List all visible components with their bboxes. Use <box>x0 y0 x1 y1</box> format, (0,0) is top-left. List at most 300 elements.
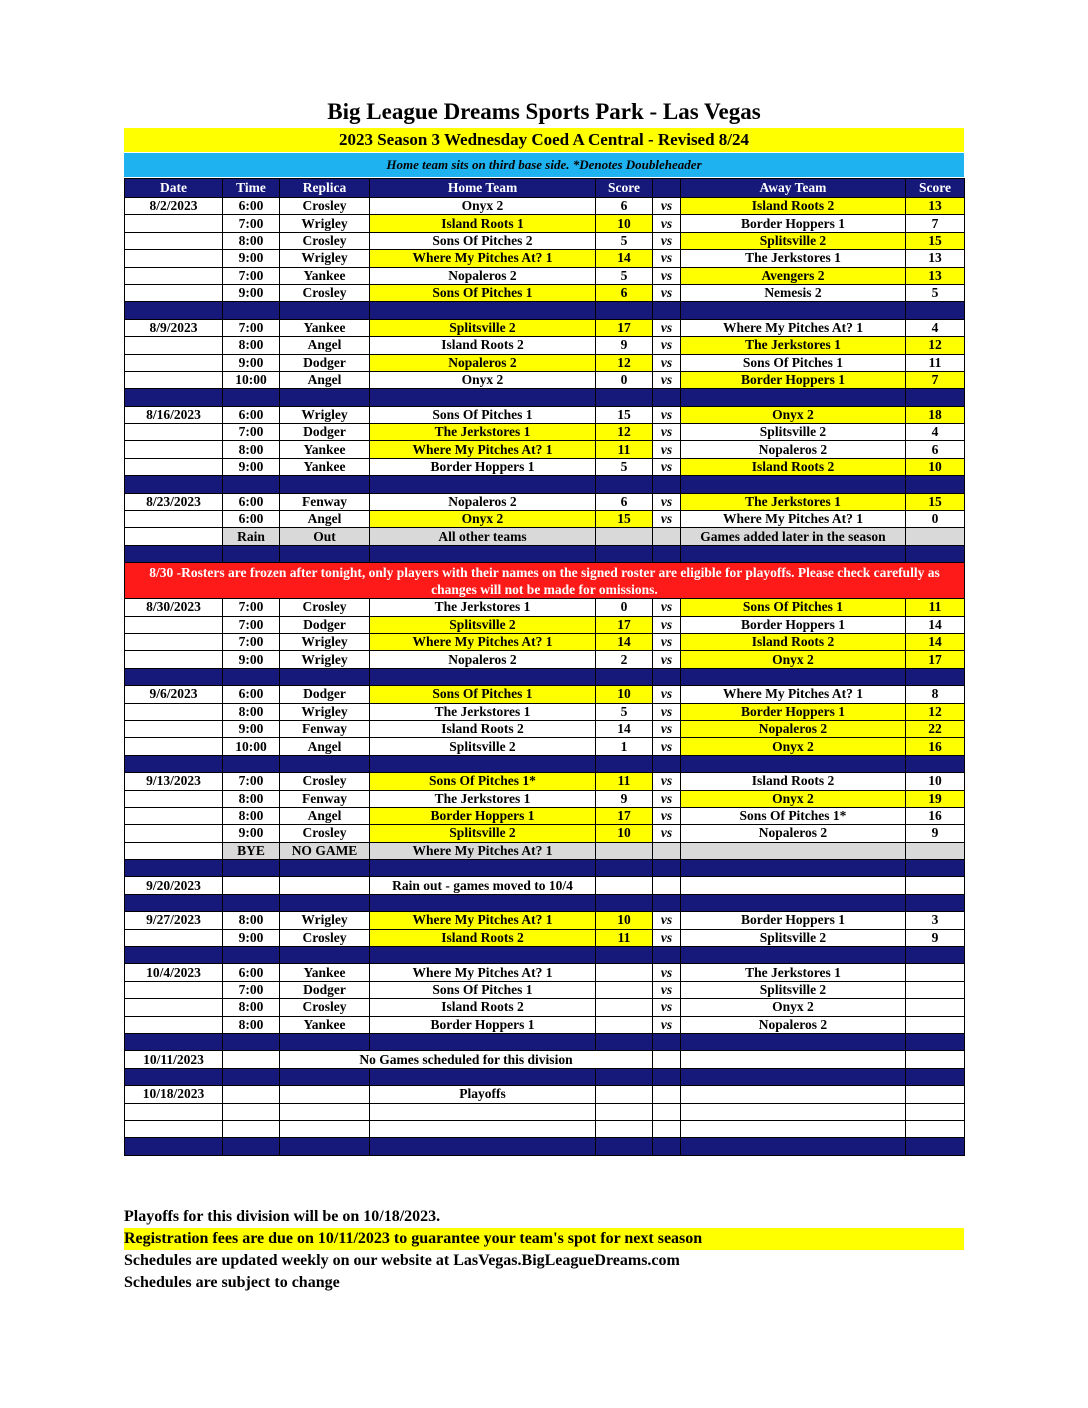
vs-cell: vs <box>653 738 681 755</box>
time-cell: 10:00 <box>223 738 280 755</box>
game-row <box>125 825 965 842</box>
date-cell <box>125 807 223 824</box>
home-score-cell: 14 <box>596 250 653 267</box>
separator-cell <box>223 1033 280 1050</box>
replica-cell: Crosley <box>280 232 370 249</box>
separator-cell <box>681 755 906 772</box>
away-score-cell: 0 <box>906 511 965 528</box>
separator-cell <box>906 1033 965 1050</box>
home-team-cell: Splitsville 2 <box>370 825 596 842</box>
date-cell: 8/30/2023 <box>125 599 223 616</box>
vs-cell: vs <box>653 599 681 616</box>
date-cell <box>125 354 223 371</box>
empty-cell <box>681 1051 906 1068</box>
separator-cell <box>681 947 906 964</box>
vs-cell: vs <box>653 458 681 475</box>
date-cell: 9/13/2023 <box>125 773 223 790</box>
away-team-cell: The Jerkstores 1 <box>681 493 906 510</box>
vs-cell: vs <box>653 354 681 371</box>
home-score-cell: 2 <box>596 651 653 668</box>
game-row <box>125 267 965 284</box>
home-team-cell: Onyx 2 <box>370 371 596 388</box>
separator-cell <box>125 389 223 406</box>
home-team-cell: Sons Of Pitches 1 <box>370 284 596 301</box>
separator-cell <box>653 302 681 319</box>
game-row <box>125 616 965 633</box>
separator-cell <box>653 755 681 772</box>
separator-row <box>125 1068 965 1085</box>
separator-row <box>125 302 965 319</box>
separator-cell <box>906 389 965 406</box>
empty-cell <box>906 1051 965 1068</box>
separator-cell <box>370 668 596 685</box>
separator-cell <box>596 1033 653 1050</box>
separator-cell <box>906 1138 965 1155</box>
home-score-cell: 5 <box>596 232 653 249</box>
game-row <box>125 441 965 458</box>
away-score-cell: 4 <box>906 319 965 336</box>
separator-cell <box>596 894 653 911</box>
empty-cell <box>596 877 653 894</box>
time-cell: 7:00 <box>223 616 280 633</box>
date-cell <box>125 651 223 668</box>
date-cell: 8/23/2023 <box>125 493 223 510</box>
vs-cell: vs <box>653 929 681 946</box>
separator-cell <box>906 860 965 877</box>
separator-cell <box>906 545 965 562</box>
empty-cell <box>681 1103 906 1120</box>
date-cell <box>125 616 223 633</box>
date-cell <box>125 284 223 301</box>
home-score-cell: 10 <box>596 912 653 929</box>
replica-cell: Angel <box>280 738 370 755</box>
col-header-away-team: Away Team <box>681 179 906 198</box>
empty-cell <box>906 1120 965 1137</box>
date-cell <box>125 929 223 946</box>
separator-cell <box>370 545 596 562</box>
separator-cell <box>653 476 681 493</box>
separator-cell <box>223 545 280 562</box>
vs-cell: vs <box>653 493 681 510</box>
away-score-cell: 14 <box>906 633 965 650</box>
home-score-cell: 14 <box>596 633 653 650</box>
away-team-cell: Nopaleros 2 <box>681 1016 906 1033</box>
separator-row <box>125 1138 965 1155</box>
empty-cell <box>223 1103 280 1120</box>
date-cell: 9/27/2023 <box>125 912 223 929</box>
game-row <box>125 999 965 1016</box>
replica-cell: Dodger <box>280 981 370 998</box>
separator-cell <box>125 755 223 772</box>
replica-cell: Dodger <box>280 686 370 703</box>
separator-cell <box>223 302 280 319</box>
home-team-cell: Nopaleros 2 <box>370 493 596 510</box>
empty-cell <box>596 1086 653 1103</box>
away-team-cell: Where My Pitches At? 1 <box>681 319 906 336</box>
date-cell: 10/11/2023 <box>125 1051 223 1068</box>
separator-row <box>125 1033 965 1050</box>
game-row <box>125 738 965 755</box>
home-team-cell: Splitsville 2 <box>370 738 596 755</box>
special-row <box>125 528 965 545</box>
separator-cell <box>223 894 280 911</box>
separator-cell <box>906 947 965 964</box>
page-title: Big League Dreams Sports Park - Las Vegas <box>327 99 761 124</box>
away-team-cell: Onyx 2 <box>681 999 906 1016</box>
separator-cell <box>681 389 906 406</box>
replica-cell <box>280 877 370 894</box>
home-team-cell: Sons Of Pitches 1* <box>370 773 596 790</box>
game-row <box>125 633 965 650</box>
time-cell: Rain <box>223 528 280 545</box>
date-cell <box>125 458 223 475</box>
website-note: Schedules are updated weekly on our website at LasVegas.BigLeagueDreams.com <box>124 1252 680 1269</box>
date-cell <box>125 790 223 807</box>
away-score-cell <box>906 1016 965 1033</box>
replica-cell: Crosley <box>280 929 370 946</box>
away-team-cell: Nopaleros 2 <box>681 720 906 737</box>
replica-cell: Yankee <box>280 267 370 284</box>
date-cell <box>125 250 223 267</box>
game-row <box>125 703 965 720</box>
replica-cell: Crosley <box>280 198 370 215</box>
separator-row <box>125 476 965 493</box>
game-row <box>125 406 965 423</box>
separator-cell <box>596 755 653 772</box>
away-score-cell: 9 <box>906 825 965 842</box>
separator-cell <box>596 545 653 562</box>
away-score-cell: 13 <box>906 198 965 215</box>
col-header-replica: Replica <box>280 179 370 198</box>
home-team-cell: Border Hoppers 1 <box>370 807 596 824</box>
replica-cell: NO GAME <box>280 842 370 859</box>
vs-cell: vs <box>653 441 681 458</box>
away-team-cell: Onyx 2 <box>681 790 906 807</box>
away-score-cell: 9 <box>906 929 965 946</box>
separator-cell <box>653 894 681 911</box>
replica-cell: Angel <box>280 807 370 824</box>
home-score-cell: 6 <box>596 198 653 215</box>
roster-freeze-text: 8/30 -Rosters are frozen after tonight, only players with their names on the signed roster are eligible for playoffs. Please check carefully as changes will not be made for omissions. <box>125 563 965 599</box>
time-cell: 9:00 <box>223 458 280 475</box>
empty-cell <box>653 1120 681 1137</box>
home-team-cell: The Jerkstores 1 <box>370 424 596 441</box>
home-team-cell: Island Roots 2 <box>370 337 596 354</box>
separator-cell <box>906 668 965 685</box>
away-team-cell: Onyx 2 <box>681 406 906 423</box>
replica-cell: Yankee <box>280 441 370 458</box>
date-cell: 10/18/2023 <box>125 1086 223 1103</box>
separator-cell <box>906 1068 965 1085</box>
away-team-cell: Avengers 2 <box>681 267 906 284</box>
game-row <box>125 354 965 371</box>
separator-cell <box>223 860 280 877</box>
away-team-cell: Border Hoppers 1 <box>681 703 906 720</box>
date-cell <box>125 528 223 545</box>
home-score-cell: 9 <box>596 337 653 354</box>
away-score-cell: 8 <box>906 686 965 703</box>
time-cell: 9:00 <box>223 284 280 301</box>
date-cell <box>125 511 223 528</box>
game-row <box>125 232 965 249</box>
date-cell: 8/16/2023 <box>125 406 223 423</box>
home-score-cell: 12 <box>596 354 653 371</box>
vs-cell: vs <box>653 912 681 929</box>
separator-cell <box>653 1138 681 1155</box>
separator-row <box>125 755 965 772</box>
home-score-cell: 6 <box>596 284 653 301</box>
game-row <box>125 686 965 703</box>
separator-row <box>125 947 965 964</box>
time-cell: 8:00 <box>223 337 280 354</box>
empty-cell <box>125 1120 223 1137</box>
home-score-cell: 0 <box>596 599 653 616</box>
home-score-cell: 11 <box>596 441 653 458</box>
separator-cell <box>681 668 906 685</box>
date-cell <box>125 738 223 755</box>
home-team-cell: Nopaleros 2 <box>370 267 596 284</box>
date-cell <box>125 999 223 1016</box>
home-score-cell <box>596 964 653 981</box>
empty-cell <box>681 877 906 894</box>
date-cell: 9/6/2023 <box>125 686 223 703</box>
replica-cell: Angel <box>280 371 370 388</box>
vs-cell: vs <box>653 267 681 284</box>
date-cell <box>125 842 223 859</box>
time-cell: 6:00 <box>223 198 280 215</box>
empty-cell <box>596 1103 653 1120</box>
date-cell <box>125 424 223 441</box>
home-score-cell: 14 <box>596 720 653 737</box>
home-team-cell: Island Roots 2 <box>370 999 596 1016</box>
vs-cell: vs <box>653 319 681 336</box>
away-team-cell: Sons Of Pitches 1 <box>681 354 906 371</box>
date-cell <box>125 633 223 650</box>
replica-cell: Crosley <box>280 999 370 1016</box>
separator-cell <box>370 1138 596 1155</box>
away-score-cell: 10 <box>906 773 965 790</box>
vs-cell: vs <box>653 371 681 388</box>
away-score-cell <box>906 964 965 981</box>
home-score-cell: 5 <box>596 703 653 720</box>
separator-cell <box>223 668 280 685</box>
empty-cell <box>370 1103 596 1120</box>
vs-cell: vs <box>653 825 681 842</box>
replica-cell: Yankee <box>280 1016 370 1033</box>
separator-cell <box>125 1068 223 1085</box>
away-team-cell: Splitsville 2 <box>681 232 906 249</box>
empty-cell <box>906 1086 965 1103</box>
separator-cell <box>280 1033 370 1050</box>
game-row <box>125 511 965 528</box>
away-score-cell: 10 <box>906 458 965 475</box>
separator-cell <box>370 1068 596 1085</box>
separator-cell <box>370 894 596 911</box>
separator-cell <box>223 389 280 406</box>
date-cell <box>125 981 223 998</box>
replica-cell: Angel <box>280 337 370 354</box>
game-row <box>125 1016 965 1033</box>
home-score-cell: 12 <box>596 424 653 441</box>
replica-cell: Dodger <box>280 424 370 441</box>
away-team-cell: Games added later in the season <box>681 528 906 545</box>
separator-row <box>125 860 965 877</box>
vs-cell: vs <box>653 964 681 981</box>
game-row <box>125 720 965 737</box>
time-cell: 8:00 <box>223 441 280 458</box>
empty-cell <box>653 1051 681 1068</box>
home-team-cell: The Jerkstores 1 <box>370 790 596 807</box>
away-team-cell: The Jerkstores 1 <box>681 250 906 267</box>
blank-row <box>125 1103 965 1120</box>
away-team-cell: Sons Of Pitches 1 <box>681 599 906 616</box>
replica-cell: Yankee <box>280 319 370 336</box>
replica-cell: Crosley <box>280 284 370 301</box>
col-header-home-score: Score <box>596 179 653 198</box>
empty-cell <box>906 1103 965 1120</box>
away-score-cell <box>906 528 965 545</box>
vs-cell: vs <box>653 511 681 528</box>
game-row <box>125 599 965 616</box>
time-cell: 6:00 <box>223 406 280 423</box>
away-score-cell: 15 <box>906 232 965 249</box>
time-cell: 7:00 <box>223 267 280 284</box>
game-row <box>125 337 965 354</box>
away-score-cell <box>906 981 965 998</box>
away-team-cell <box>681 842 906 859</box>
message-cell: No Games scheduled for this division <box>280 1051 653 1068</box>
empty-cell <box>223 1120 280 1137</box>
separator-cell <box>370 476 596 493</box>
date-cell <box>125 703 223 720</box>
replica-cell: Wrigley <box>280 633 370 650</box>
away-score-cell <box>906 842 965 859</box>
away-score-cell: 12 <box>906 703 965 720</box>
date-cell: 8/2/2023 <box>125 198 223 215</box>
time-cell: 8:00 <box>223 1016 280 1033</box>
registration-note: Registration fees are due on 10/11/2023 to guarantee your team's spot for next season <box>124 1228 964 1250</box>
home-team-cell: Where My Pitches At? 1 <box>370 633 596 650</box>
separator-cell <box>681 545 906 562</box>
away-score-cell: 13 <box>906 250 965 267</box>
replica-cell: Wrigley <box>280 215 370 232</box>
replica-cell: Crosley <box>280 825 370 842</box>
home-score-cell: 0 <box>596 371 653 388</box>
date-cell <box>125 337 223 354</box>
separator-cell <box>906 755 965 772</box>
separator-cell <box>370 947 596 964</box>
separator-cell <box>653 668 681 685</box>
away-score-cell: 11 <box>906 354 965 371</box>
separator-cell <box>280 947 370 964</box>
separator-cell <box>596 947 653 964</box>
away-score-cell: 18 <box>906 406 965 423</box>
replica-cell <box>280 1086 370 1103</box>
separator-cell <box>906 894 965 911</box>
separator-cell <box>596 1138 653 1155</box>
separator-cell <box>906 302 965 319</box>
replica-cell: Wrigley <box>280 250 370 267</box>
away-team-cell: The Jerkstores 1 <box>681 337 906 354</box>
game-row <box>125 807 965 824</box>
schedule-table <box>124 178 965 1156</box>
empty-cell <box>653 877 681 894</box>
away-score-cell: 19 <box>906 790 965 807</box>
time-cell: 8:00 <box>223 999 280 1016</box>
game-row <box>125 458 965 475</box>
away-team-cell: Nemesis 2 <box>681 284 906 301</box>
separator-cell <box>223 1138 280 1155</box>
replica-cell: Fenway <box>280 493 370 510</box>
home-score-cell: 17 <box>596 616 653 633</box>
time-cell <box>223 1086 280 1103</box>
game-row <box>125 981 965 998</box>
home-team-cell: Island Roots 2 <box>370 720 596 737</box>
empty-cell <box>280 1103 370 1120</box>
home-score-cell: 17 <box>596 807 653 824</box>
game-row <box>125 371 965 388</box>
blank-row <box>125 1120 965 1137</box>
home-score-cell: 6 <box>596 493 653 510</box>
home-score-cell: 15 <box>596 406 653 423</box>
time-cell: 6:00 <box>223 686 280 703</box>
time-cell: 10:00 <box>223 371 280 388</box>
home-score-cell: 10 <box>596 215 653 232</box>
table-header-row <box>125 179 965 198</box>
time-cell: 9:00 <box>223 720 280 737</box>
col-header-time: Time <box>223 179 280 198</box>
home-score-cell: 5 <box>596 458 653 475</box>
separator-cell <box>596 668 653 685</box>
away-score-cell <box>906 999 965 1016</box>
away-team-cell: Border Hoppers 1 <box>681 215 906 232</box>
separator-row <box>125 894 965 911</box>
vs-cell: vs <box>653 720 681 737</box>
home-team-cell: All other teams <box>370 528 596 545</box>
vs-cell: vs <box>653 406 681 423</box>
home-team-cell: Sons Of Pitches 2 <box>370 232 596 249</box>
home-score-cell: 10 <box>596 686 653 703</box>
home-team-note: Home team sits on third base side. *Denotes Doubleheader <box>124 153 964 177</box>
separator-cell <box>596 302 653 319</box>
home-team-cell: Island Roots 1 <box>370 215 596 232</box>
home-team-cell: Island Roots 2 <box>370 929 596 946</box>
home-team-cell: The Jerkstores 1 <box>370 703 596 720</box>
separator-cell <box>223 947 280 964</box>
empty-cell <box>125 1103 223 1120</box>
vs-cell: vs <box>653 790 681 807</box>
home-team-cell: Onyx 2 <box>370 511 596 528</box>
separator-cell <box>280 755 370 772</box>
separator-cell <box>125 947 223 964</box>
date-cell <box>125 371 223 388</box>
away-team-cell: Splitsville 2 <box>681 424 906 441</box>
vs-cell: vs <box>653 215 681 232</box>
home-score-cell: 11 <box>596 929 653 946</box>
vs-cell: vs <box>653 633 681 650</box>
separator-cell <box>596 860 653 877</box>
empty-cell <box>370 1120 596 1137</box>
away-team-cell: The Jerkstores 1 <box>681 964 906 981</box>
separator-cell <box>681 302 906 319</box>
time-cell: 9:00 <box>223 929 280 946</box>
separator-cell <box>280 476 370 493</box>
separator-cell <box>681 1138 906 1155</box>
vs-cell: vs <box>653 1016 681 1033</box>
away-score-cell: 4 <box>906 424 965 441</box>
time-cell: 7:00 <box>223 633 280 650</box>
game-row <box>125 912 965 929</box>
